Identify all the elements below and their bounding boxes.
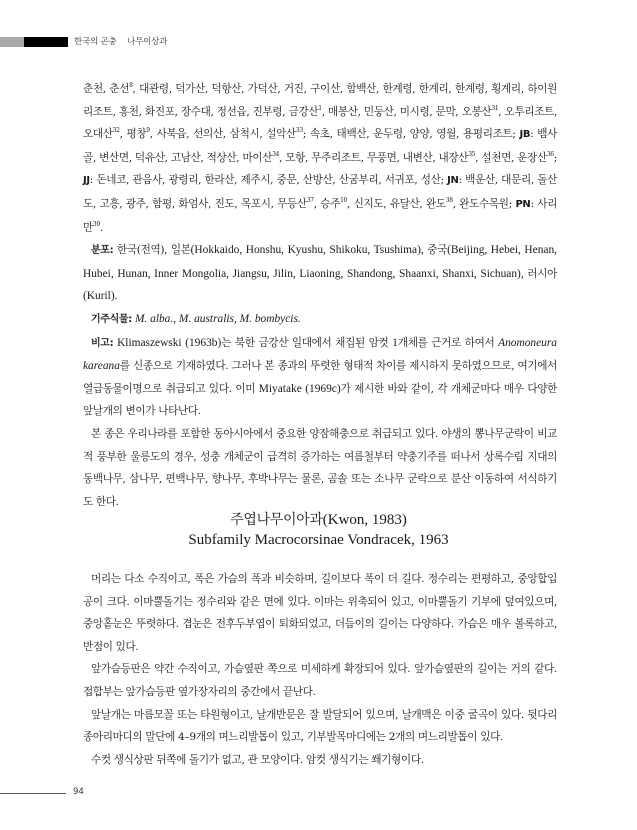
description-paragraph-genitalia: 수컷 생식상판 뒤쪽에 돌기가 없고, 관 모양이다. 암컷 생식기는 쐐기형이다.	[91, 753, 424, 766]
footnote-ref: 10	[340, 196, 348, 204]
locality-paragraph	[83, 78, 557, 239]
footnote-ref: 31	[491, 104, 499, 112]
text-run: , 설천면, 운장산	[475, 151, 547, 164]
text-run: 중국	[427, 244, 448, 257]
running-header	[0, 33, 637, 47]
text-run: .	[99, 221, 103, 234]
text-run: , 모항, 무주리조트, 무풍면, 내변산, 내장산	[279, 151, 469, 164]
text-run: , 매봉산, 민둥산, 미시령, 문막, 오봉산	[321, 105, 492, 118]
footnote-ref: 35	[468, 150, 476, 158]
footnote-ref: 34	[272, 150, 280, 158]
text-run: , 대관령, 덕가산, 덕항산, 가덕산, 거진, 구이산, 함백산, 한계령, 한계리, 한계령, 횡계리, 하이원 리조트, 홍천, 화진포, 장수대, 정선읍, 진부령, 금강산	[83, 83, 557, 118]
footnote-ref: 8	[129, 82, 133, 89]
footnote-ref: 37	[306, 196, 314, 204]
text-run: : 사리만	[83, 197, 557, 234]
section-title-author: (Kwon, 1983)	[322, 512, 407, 528]
latin-text: 1	[392, 336, 398, 349]
text-run: , 완도수목원;	[452, 197, 516, 210]
text-run: 가 제시한 바와 같이, 각 개체군마다 매우 다양한 앞날개의 변이가 나타난다.	[83, 382, 557, 418]
text-run: 러시아	[527, 267, 557, 280]
region-code: JB	[519, 129, 531, 141]
footnote-ref: 9	[146, 127, 150, 135]
text-run: 한국(전역), 일본	[117, 244, 191, 257]
description-paragraph-head: 머리는 다소 수직이고, 폭은 가슴의 폭과 비슷하며, 길이보다 폭이 더 길다. 정수리는 편평하고, 중앙합입공이 크다. 이마뿔돌기는 정수리와 같은 면에 있다. 이마는 위축되어 있고, 이마뿔돌기 기부에 덮여있으며, 중앙홑눈은 뚜렷하다. 겹눈은 전후두부엽이 퇴화되었고, 더듬이의 길이는 다양하다. 가슴은 매우 볼록하고, 반점이 있다.	[83, 573, 557, 653]
region-code: JJ	[83, 175, 90, 187]
region-code: JN	[447, 175, 459, 187]
ecology-paragraph: 본 종은 우리나라를 포함한 동아시아에서 중요한 양잠해충으로 취급되고 있다. 야생의 뽕나무군락이 비교적 풍부한 울릉도의 경우, 성충 개체군이 급격히 증가하는 여름철부터 약충기주를 떠나서 상록수림 지대의 동백나무, 삼나무, 편백나무, 향나무, 후박나무는 물론, 곰솔 또는 소나무 군락으로 분산 이동하여 서식하기도 한다.	[83, 427, 557, 508]
host-plants-paragraph: 기주식물: M. alba., M. australis, M. bombycis.	[91, 312, 301, 325]
page-number: 94	[73, 787, 84, 797]
latin-text: Klimaszewski (1963b)	[117, 336, 222, 349]
text-run: 춘천, 춘선	[83, 83, 130, 95]
distribution-label: 분포	[91, 245, 110, 257]
text-run: ; 속초, 태백산, 운두령, 양양, 영월, 용평리조트;	[302, 128, 520, 141]
footnote-ref: 39	[92, 220, 100, 228]
text-run: , 오투리조트, 오대산	[83, 105, 557, 141]
section-title-korean: 주엽나무이아과	[230, 512, 323, 528]
host-plants-label: 기주식물	[91, 313, 129, 325]
text-run: , 승주	[313, 197, 341, 210]
latin-text: Miyatake (1969c)	[258, 382, 341, 395]
chapter-title: 나무이상과	[127, 37, 168, 47]
latin-text: (Hokkaido, Honshu, Kyushu, Shikoku, Tsushima),	[190, 244, 428, 257]
book-title: 한국의 곤충	[74, 37, 117, 47]
text-run: , 평창	[119, 128, 147, 141]
text-run: : 돈네코, 관음사, 광령리, 한라산, 제주시, 중문, 산방산, 산굼부리, 서귀포, 성산;	[89, 174, 448, 187]
text-run: : 뱀사골, 변산면, 덕유산, 고남산, 적상산, 마이산	[83, 128, 557, 164]
species-name: Anomoneura kareana	[83, 336, 557, 373]
text-run: , 사북읍, 선의산, 삼척시, 설악산	[149, 128, 296, 141]
description-paragraph-wings-legs: 앞날개는 마름모꼴 또는 타원형이고, 날개반문은 잘 발달되어 있으며, 날개맥은 이중 굴곡이 있다. 뒷다리 종아리마디의 말단에 4–9개의 며느리발톱이 있고, 기부발목마디에는 2개의 며느리발톱이 있다.	[83, 708, 557, 744]
footnote-ref: 36	[546, 150, 554, 158]
host-plants-value: M. alba., M. australis, M. bombycis.	[134, 312, 301, 325]
distribution-text	[83, 244, 557, 302]
text-run: 는 북한 금강산 일대에서 채집된 암컷	[221, 336, 393, 349]
latin-text: (Kuril).	[83, 290, 118, 303]
header-text	[74, 35, 175, 47]
remarks-text	[83, 337, 557, 418]
text-run: 를 신종으로 기재하였다. 그러나 본 종과의 뚜렷한 형태적 차이를 제시하지 못하였으므로, 여기에서 열급동물이명으로 취급되고 있다. 이미	[83, 360, 557, 395]
section-title	[0, 509, 637, 529]
upper-body	[83, 78, 557, 513]
text-run: , 신지도, 유달산, 완도	[347, 197, 446, 210]
remarks-paragraph: 비고: Klimaszewski (1963b)는 북한 금강산 일대에서 채집된 암컷 1개체를 근거로 하여서 Anomoneura kareana를 신종으로 기재하였다. 그러나 본 종과의 뚜렷한 형태적 차이를 제시하지 못하였으므로, 여기에서 열급동물이명으로 취급되고 있다. 이미 Miyatake (1969c)가 제시한 바와 같이, 각 개체군마다 매우 다양한 앞날개의 변이가 나타난다.	[83, 336, 557, 418]
text-run: 개체를 근거로 하여서	[397, 336, 499, 349]
lower-body	[83, 568, 557, 771]
footnote-ref: 1	[318, 104, 322, 112]
footnote-ref: 38	[445, 196, 453, 204]
latin-text: (Beijing, Hebei, Henan, Hubei, Hunan, Inner Mongolia, Jiangsu, Jilin, Liaoning, Shandong, Shaanxi, Shanxi, Sichuan),	[83, 244, 557, 280]
header-black-bar	[24, 37, 68, 47]
text-run: ;	[553, 151, 557, 164]
region-code: PN	[515, 198, 531, 210]
distribution-paragraph: 분포: 한국(전역), 일본(Hokkaido, Honshu, Kyushu, Shikoku, Tsushima), 중국(Beijing, Hebei, Henan, Hubei, Hunan, Inner Mongolia, Jiangsu, Jilin, Liaoning, Shandong, Shaanxi, Shanxi, Sichuan), 러시아(Kuril).	[83, 244, 557, 303]
footer-rule	[0, 793, 66, 794]
footnote-ref: 33	[295, 127, 303, 135]
footnote-ref: 32	[112, 127, 120, 135]
remarks-label: 비고	[91, 337, 110, 349]
text-run: : 백운산, 대문리, 돌산도, 고흥, 광주, 함평, 화엄사, 진도, 목포시, 무등산	[83, 174, 557, 210]
header-gray-bar	[0, 37, 24, 47]
description-paragraph-thorax: 앞가슴등판은 약간 수직이고, 가슴옆판 쪽으로 미세하게 확장되어 있다. 앞가슴옆판의 길이는 거의 같다. 접합부는 앞가슴등판 옆가장자리의 중간에서 끝난다.	[83, 663, 557, 698]
section-subtitle: Subfamily Macrocorsinae Vondracek, 1963	[188, 532, 449, 548]
